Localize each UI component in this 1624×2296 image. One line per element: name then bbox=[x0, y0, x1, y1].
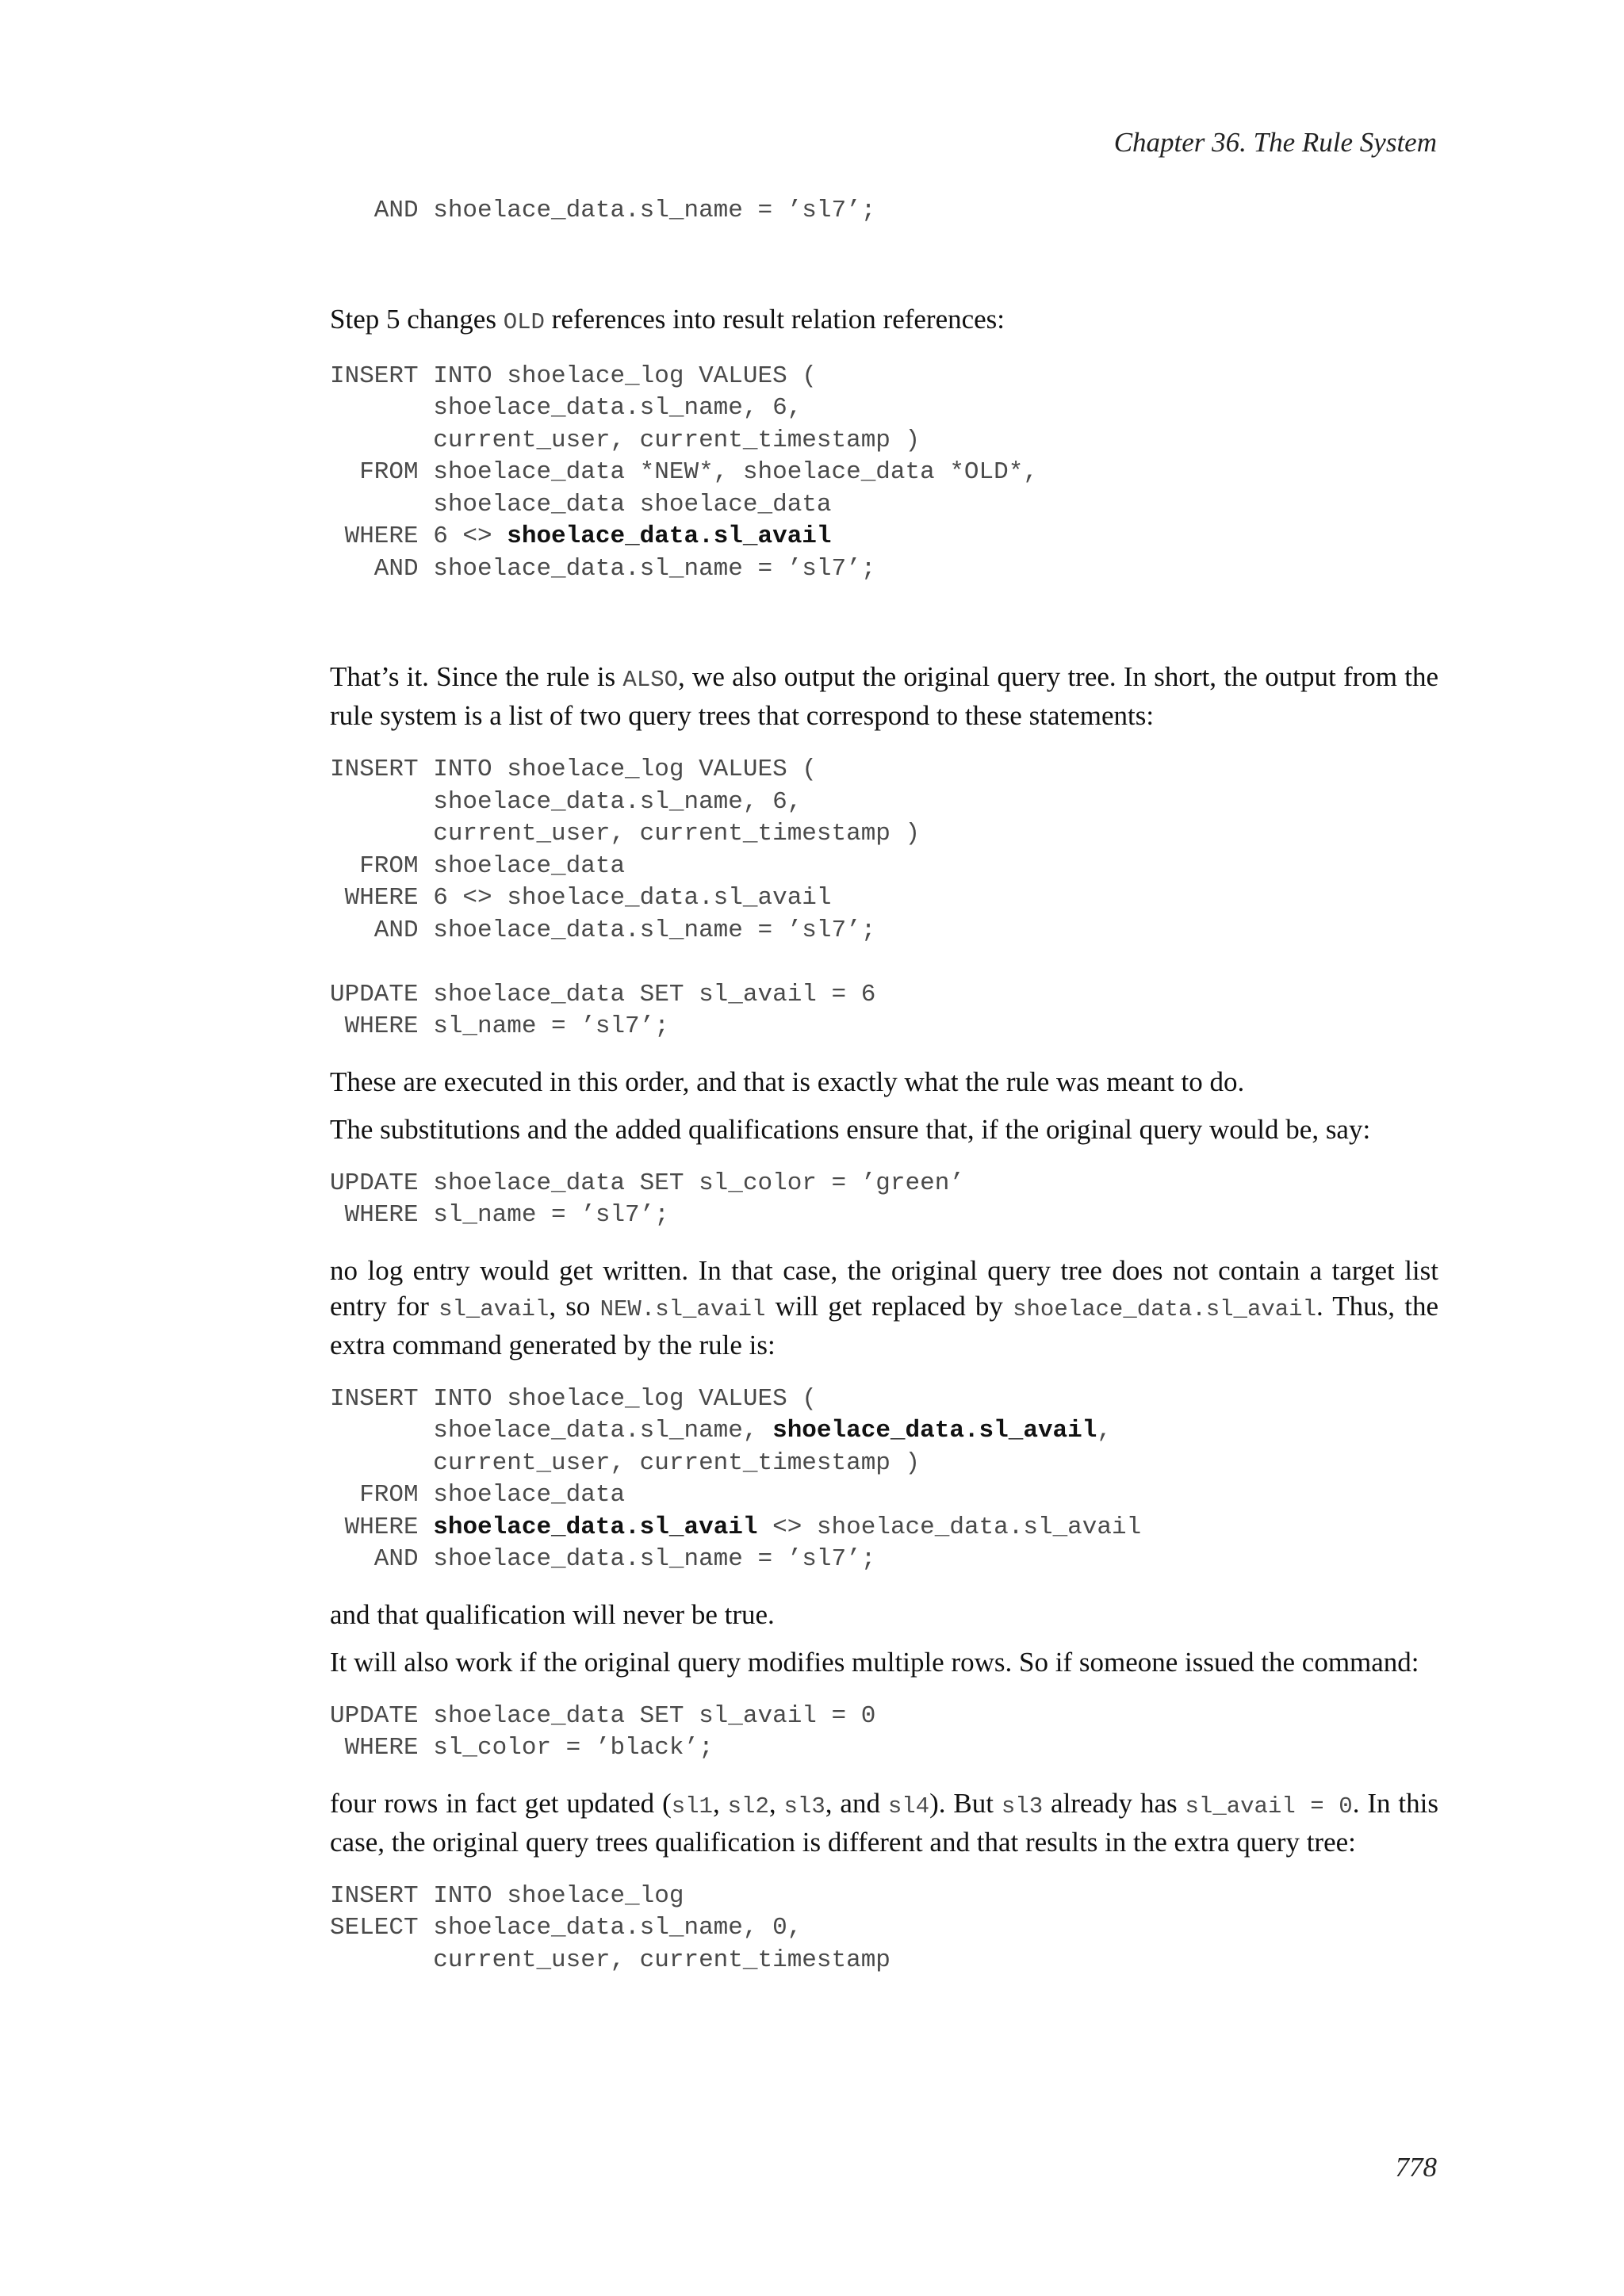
code-text: <> shoelace_data.sl_avail bbox=[757, 1513, 1142, 1541]
paragraph-text: and that qualification will never be true. bbox=[330, 1598, 775, 1630]
body-paragraph bbox=[330, 1253, 1438, 1363]
inline-code: sl3 bbox=[1001, 1793, 1044, 1820]
code-line bbox=[330, 788, 802, 816]
paragraph-text: , we also output the original query tree. In short, the output from the rule system is a list of two query trees that correspond to these statements: bbox=[330, 661, 1438, 731]
code-line bbox=[330, 555, 875, 583]
code-text: shoelace_data.sl_name, 6, bbox=[330, 394, 802, 422]
inline-code: sl3 bbox=[783, 1793, 825, 1820]
paragraph-text: four rows in fact get updated ( bbox=[330, 1787, 672, 1819]
spacer bbox=[330, 585, 1438, 659]
body-paragraph bbox=[330, 301, 1438, 340]
code-text: current_user, current_timestamp ) bbox=[330, 426, 921, 454]
code-line bbox=[330, 427, 920, 454]
code-block bbox=[330, 1383, 1438, 1576]
code-text: UPDATE shoelace_data SET sl_avail = 0 bbox=[330, 1701, 876, 1730]
code-block bbox=[330, 195, 1438, 228]
code-line bbox=[330, 1702, 875, 1730]
code-text: shoelace_data.sl_name, 6, bbox=[330, 787, 802, 816]
code-line bbox=[330, 394, 802, 422]
body-paragraph bbox=[330, 1785, 1438, 1860]
code-line bbox=[330, 362, 817, 390]
code-text: WHERE sl_name = ’sl7’; bbox=[330, 1012, 669, 1040]
paragraph-text: , so bbox=[549, 1290, 600, 1322]
code-text: shoelace_data.sl_name, bbox=[330, 1417, 773, 1445]
code-line bbox=[330, 916, 875, 944]
code-text: current_user, current_timestamp bbox=[330, 1946, 891, 1974]
paragraph-text: . In this case, the original query trees qualification is different and that results in the extra query tree: bbox=[330, 1787, 1438, 1858]
code-line bbox=[330, 1417, 1112, 1445]
code-text: FROM shoelace_data bbox=[330, 851, 626, 880]
code-text: current_user, current_timestamp ) bbox=[330, 1448, 921, 1477]
code-line bbox=[330, 1169, 964, 1197]
code-line bbox=[330, 1946, 891, 1974]
code-text: WHERE bbox=[330, 1513, 434, 1541]
inline-code: sl4 bbox=[887, 1793, 930, 1820]
spacer bbox=[330, 1576, 1438, 1597]
code-text: WHERE sl_color = ’black’; bbox=[330, 1734, 714, 1762]
inline-code: ALSO bbox=[622, 667, 679, 693]
spacer bbox=[330, 1860, 1438, 1881]
page-number: 778 bbox=[1395, 2152, 1437, 2183]
spacer bbox=[330, 1363, 1438, 1383]
body-paragraph bbox=[330, 659, 1438, 733]
code-line bbox=[330, 884, 832, 912]
code-line bbox=[330, 1385, 817, 1413]
code-text: WHERE 6 <> shoelace_data.sl_avail bbox=[330, 884, 832, 912]
code-line bbox=[330, 1734, 714, 1762]
spacer bbox=[330, 1147, 1438, 1168]
code-text: UPDATE shoelace_data SET sl_color = ’green’ bbox=[330, 1169, 964, 1197]
paragraph-text: already has bbox=[1043, 1787, 1185, 1819]
code-line bbox=[330, 522, 832, 550]
paragraph-text: will get replaced by bbox=[765, 1290, 1013, 1322]
running-header: Chapter 36. The Rule System bbox=[1113, 127, 1437, 158]
code-text: FROM shoelace_data bbox=[330, 1481, 626, 1509]
code-line bbox=[330, 1012, 669, 1040]
body-paragraph bbox=[330, 1064, 1438, 1100]
spacer bbox=[330, 1043, 1438, 1064]
code-text: AND shoelace_data.sl_name = ’sl7’; bbox=[330, 1545, 876, 1573]
inline-code: sl_avail bbox=[439, 1295, 550, 1322]
code-line bbox=[330, 1513, 1141, 1541]
code-line bbox=[330, 1882, 684, 1910]
code-text: INSERT INTO shoelace_log VALUES ( bbox=[330, 1384, 817, 1413]
inline-code: OLD bbox=[503, 308, 545, 335]
paragraph-text: That’s it. Since the rule is bbox=[330, 661, 623, 692]
body-paragraph bbox=[330, 1597, 1438, 1632]
code-line bbox=[330, 197, 875, 224]
code-text: UPDATE shoelace_data SET sl_avail = 6 bbox=[330, 980, 876, 1008]
paragraph-text: references into result relation references: bbox=[544, 303, 1005, 335]
code-line bbox=[330, 458, 1038, 486]
code-text: FROM shoelace_data *NEW*, shoelace_data *OLD*, bbox=[330, 458, 1038, 486]
code-text: INSERT INTO shoelace_log VALUES ( bbox=[330, 756, 817, 783]
code-text: WHERE sl_name = ’sl7’; bbox=[330, 1201, 669, 1229]
inline-code: sl_avail = 0 bbox=[1185, 1793, 1353, 1820]
spacer bbox=[330, 228, 1438, 301]
spacer bbox=[330, 1100, 1438, 1112]
code-line bbox=[330, 820, 920, 848]
code-line bbox=[330, 756, 817, 783]
spacer bbox=[330, 733, 1438, 754]
code-line bbox=[330, 1545, 875, 1573]
body-paragraph bbox=[330, 1112, 1438, 1147]
inline-code: shoelace_data.sl_avail bbox=[1013, 1295, 1316, 1322]
paragraph-text: ). But bbox=[929, 1787, 1002, 1819]
spacer bbox=[330, 1232, 1438, 1253]
code-line bbox=[330, 852, 625, 880]
code-line bbox=[330, 1449, 920, 1477]
code-block bbox=[330, 1168, 1438, 1232]
page-content bbox=[330, 195, 1438, 1976]
inline-code: sl2 bbox=[727, 1793, 769, 1820]
inline-code: sl1 bbox=[671, 1793, 713, 1820]
code-text: shoelace_data shoelace_data bbox=[330, 490, 832, 519]
code-line bbox=[330, 1481, 625, 1509]
body-paragraph bbox=[330, 1644, 1438, 1680]
code-bold-text: shoelace_data.sl_avail bbox=[772, 1417, 1097, 1445]
code-text: , bbox=[1097, 1417, 1112, 1445]
paragraph-text: It will also work if the original query modifies multiple rows. So if someone issued the command: bbox=[330, 1646, 1419, 1678]
code-line bbox=[330, 1201, 669, 1229]
code-line bbox=[330, 981, 875, 1008]
paragraph-text: no log entry would get written. In that case, the original query tree does not contain a target list entry for bbox=[330, 1254, 1438, 1322]
spacer bbox=[330, 1680, 1438, 1701]
code-text: WHERE 6 <> bbox=[330, 522, 508, 550]
spacer bbox=[330, 1632, 1438, 1644]
code-block bbox=[330, 361, 1438, 586]
code-bold-text: shoelace_data.sl_avail bbox=[433, 1513, 758, 1541]
code-text: SELECT shoelace_data.sl_name, 0, bbox=[330, 1914, 802, 1942]
paragraph-text: , bbox=[768, 1787, 784, 1819]
spacer bbox=[330, 1765, 1438, 1785]
code-text: AND shoelace_data.sl_name = ’sl7’; bbox=[330, 554, 876, 583]
code-bold-text: shoelace_data.sl_avail bbox=[507, 522, 832, 550]
code-block bbox=[330, 1701, 1438, 1765]
code-line bbox=[330, 1914, 802, 1942]
code-text: INSERT INTO shoelace_log bbox=[330, 1881, 684, 1910]
inline-code: NEW.sl_avail bbox=[599, 1295, 766, 1322]
paragraph-text: The substitutions and the added qualifications ensure that, if the original query would be, say: bbox=[330, 1113, 1371, 1145]
code-line bbox=[330, 491, 832, 519]
spacer bbox=[330, 340, 1438, 361]
paragraph-text: , and bbox=[825, 1787, 888, 1819]
code-text: current_user, current_timestamp ) bbox=[330, 820, 921, 848]
code-text: AND shoelace_data.sl_name = ’sl7’; bbox=[330, 916, 876, 944]
paragraph-text: . Thus, the extra command generated by the rule is: bbox=[330, 1290, 1438, 1360]
code-text: INSERT INTO shoelace_log VALUES ( bbox=[330, 362, 817, 390]
code-text: AND shoelace_data.sl_name = ’sl7’; bbox=[330, 197, 876, 224]
code-block bbox=[330, 754, 1438, 1043]
code-block bbox=[330, 1881, 1438, 1977]
paragraph-text: These are executed in this order, and that is exactly what the rule was meant to do. bbox=[330, 1066, 1245, 1097]
paragraph-text: Step 5 changes bbox=[330, 303, 504, 335]
paragraph-text: , bbox=[712, 1787, 728, 1819]
